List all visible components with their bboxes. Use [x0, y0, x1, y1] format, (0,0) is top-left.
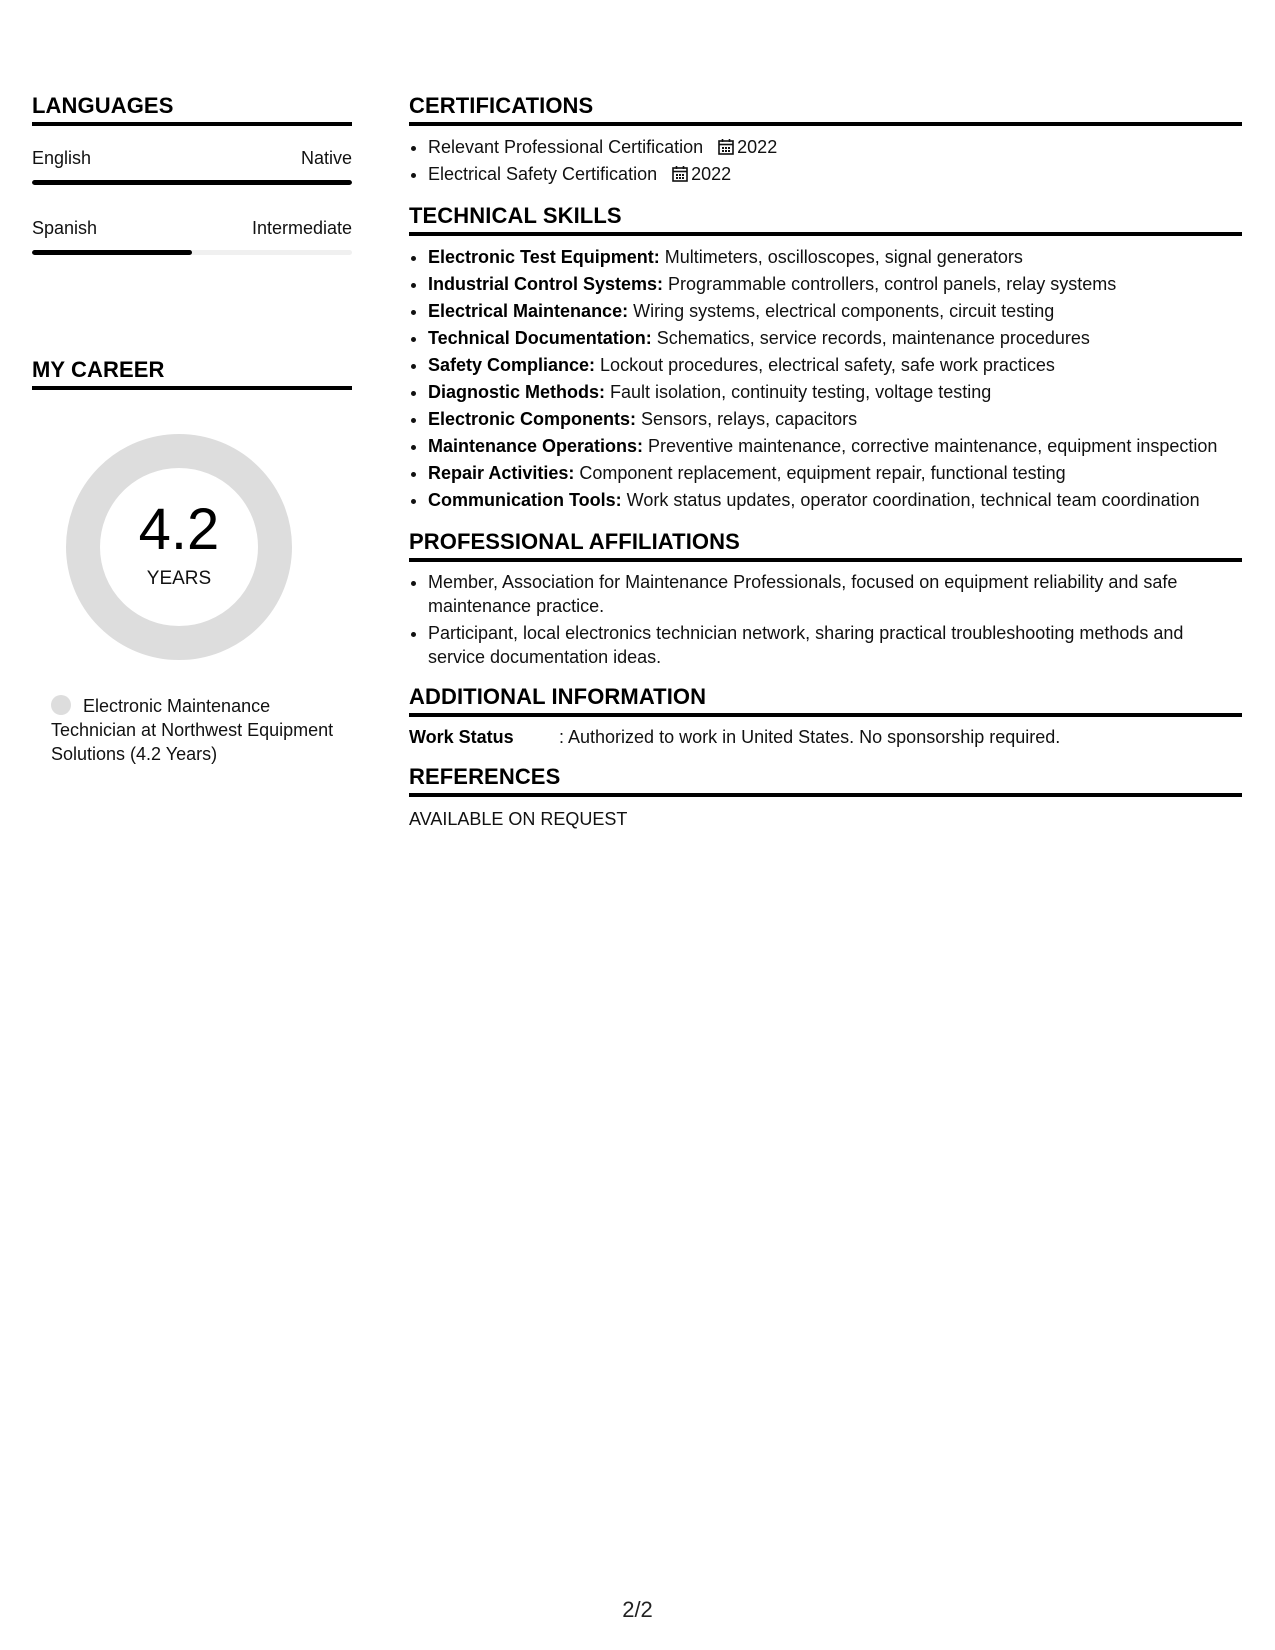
- certification-item: [428, 161, 1242, 188]
- language-name: English: [32, 148, 92, 168]
- skill-label: Diagnostic Methods:: [428, 382, 606, 402]
- language-level: Intermediate: [251, 218, 352, 238]
- languages-heading: LANGUAGES: [32, 92, 352, 126]
- certification-year: 2022: [737, 137, 778, 157]
- career-entry-text: Electronic Maintenance Technician at Northwest Equipment Solutions (4.2 Years): [51, 696, 334, 764]
- certification-date: [718, 137, 777, 157]
- language-name: Spanish: [32, 218, 98, 238]
- work-status-label: Work Status: [409, 727, 514, 747]
- career-total-value: 4.2: [138, 497, 220, 562]
- references-heading: REFERENCES: [409, 763, 1242, 797]
- career-years-ring: [66, 434, 292, 660]
- skill-item: [428, 325, 1242, 352]
- affiliation-item: • Participant, local electronics technician network, sharing practical troubleshooting methods and service documentation ideas.: [428, 621, 1242, 669]
- career-entry: [51, 694, 341, 766]
- affiliations-list: [409, 570, 1242, 669]
- certification-item: [428, 134, 1242, 161]
- skill-text: Schematics, service records, maintenance procedures: [651, 328, 1090, 348]
- affiliations-heading: PROFESSIONAL AFFILIATIONS: [409, 528, 1242, 562]
- certification-year: 2022: [691, 164, 732, 184]
- language-proficiency-bar: [32, 250, 352, 255]
- skill-item: [428, 379, 1242, 406]
- language-proficiency-fill: [32, 180, 352, 185]
- skill-item: [428, 271, 1242, 298]
- calendar-icon: [718, 138, 734, 155]
- skill-label: Electronic Components:: [428, 409, 637, 429]
- skill-label: Repair Activities:: [428, 463, 575, 483]
- skill-label: Technical Documentation:: [428, 328, 652, 348]
- language-level: Native: [300, 148, 352, 168]
- references-section: [409, 763, 1242, 831]
- skill-item: [428, 352, 1242, 379]
- skill-label: Maintenance Operations:: [428, 436, 644, 456]
- left-column: [32, 92, 352, 766]
- skill-item: [428, 487, 1242, 514]
- additional-info-heading: ADDITIONAL INFORMATION: [409, 683, 1242, 717]
- certification-date: [672, 164, 731, 184]
- certifications-section: [409, 92, 1242, 188]
- career-dot-icon: [51, 695, 71, 715]
- skill-label: Communication Tools:: [428, 490, 622, 510]
- skill-item: [428, 406, 1242, 433]
- language-proficiency-fill: [32, 250, 192, 255]
- skill-text: Wiring systems, electrical components, circuit testing: [628, 301, 1055, 321]
- technical-skills-list: [409, 244, 1242, 514]
- affiliation-item: • Member, Association for Maintenance Professionals, focused on equipment reliability and safe maintenance practice.: [428, 570, 1242, 618]
- career-heading: MY CAREER: [32, 356, 352, 390]
- career-total-unit: YEARS: [146, 568, 212, 589]
- certifications-heading: CERTIFICATIONS: [409, 92, 1242, 126]
- skill-text: Component replacement, equipment repair, functional testing: [574, 463, 1066, 483]
- calendar-icon: [672, 165, 688, 182]
- language-item: [32, 196, 352, 266]
- skill-text: Sensors, relays, capacitors: [636, 409, 858, 429]
- skill-text: Work status updates, operator coordination, technical team coordination: [621, 490, 1200, 510]
- skill-item: [428, 460, 1242, 487]
- work-status-row: [409, 725, 1242, 749]
- certification-name: Electrical Safety Certification: [428, 164, 658, 184]
- affiliations-section: [409, 528, 1242, 669]
- skill-text: Preventive maintenance, corrective maintenance, equipment inspection: [643, 436, 1218, 456]
- page-number: 2/2: [622, 1597, 653, 1622]
- skill-label: Industrial Control Systems:: [428, 274, 664, 294]
- skill-label: Safety Compliance:: [428, 355, 596, 375]
- languages-section: [32, 92, 352, 266]
- language-proficiency-bar: [32, 180, 352, 185]
- technical-skills-section: [409, 202, 1242, 514]
- additional-info-section: [409, 683, 1242, 749]
- references-text: AVAILABLE ON REQUEST: [409, 809, 628, 829]
- skill-item: [428, 298, 1242, 325]
- skill-item: [428, 433, 1242, 460]
- certifications-list: [409, 134, 1242, 188]
- certification-name: Relevant Professional Certification: [428, 137, 704, 157]
- technical-skills-heading: TECHNICAL SKILLS: [409, 202, 1242, 236]
- work-status-value: : Authorized to work in United States. No sponsorship required.: [559, 727, 1061, 747]
- skill-text: Fault isolation, continuity testing, voltage testing: [605, 382, 992, 402]
- skill-label: Electronic Test Equipment:: [428, 247, 660, 267]
- career-section: [32, 356, 352, 766]
- skill-text: Multimeters, oscilloscopes, signal generators: [659, 247, 1023, 267]
- skill-label: Electrical Maintenance:: [428, 301, 629, 321]
- right-column: [409, 92, 1242, 845]
- skill-item: [428, 244, 1242, 271]
- skill-text: Lockout procedures, electrical safety, safe work practices: [595, 355, 1055, 375]
- skill-text: Programmable controllers, control panels, relay systems: [663, 274, 1117, 294]
- languages-list: [32, 126, 352, 266]
- language-item: [32, 126, 352, 196]
